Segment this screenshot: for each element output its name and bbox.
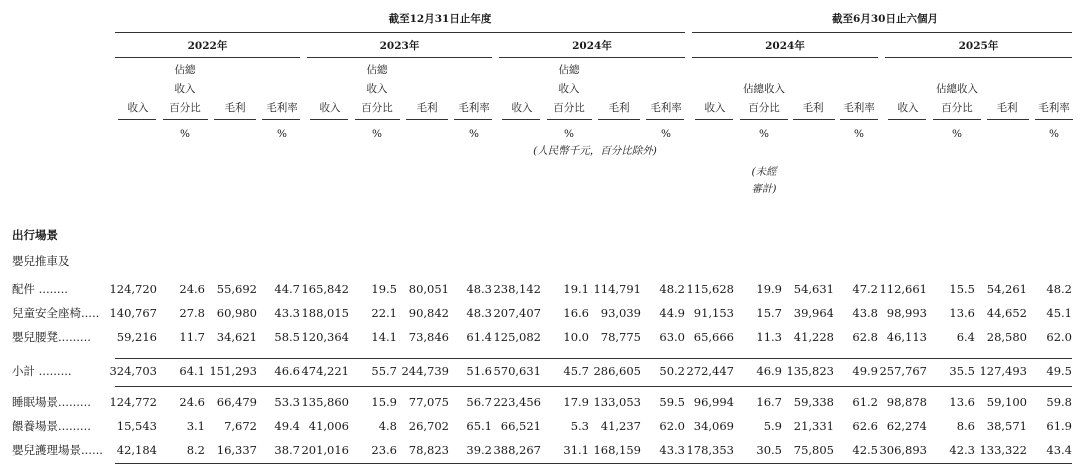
cell-accessories-2: 55,692: [216, 282, 257, 296]
cell-baby-hip-seat-1: 11.7: [179, 330, 205, 344]
col-revenue-2024i: 收入: [704, 102, 726, 114]
cell-subtotal-10: 286,605: [593, 364, 641, 378]
cell-child-safety-seat-11: 44.9: [659, 306, 685, 320]
cell-sleep-scene-10: 133,053: [593, 395, 641, 409]
cell-child-safety-seat-4: 188,015: [301, 306, 349, 320]
col-pct-gm-2024i: %: [854, 128, 864, 140]
row-label-child-safety-seat: 兒童安全座椅.....: [12, 306, 100, 320]
cell-feeding-scene-12: 34,069: [693, 419, 734, 433]
cell-subtotal-11: 50.2: [659, 364, 685, 378]
col-gm-2025i: 毛利率: [1038, 102, 1070, 114]
cell-sleep-scene-8: 223,456: [493, 395, 541, 409]
col-rule-2025i-gp: [987, 119, 1029, 120]
col-rule-2025i-gm: [1035, 119, 1073, 120]
cell-baby-hip-seat-18: 28,580: [986, 330, 1027, 344]
col-rule-2022-share: [163, 119, 208, 120]
cell-subtotal-8: 570,631: [493, 364, 541, 378]
cell-feeding-scene-15: 62.6: [852, 419, 878, 433]
col-pct-share-2025i: %: [952, 128, 962, 140]
col-revenue-2022: 收入: [127, 102, 149, 114]
unaudited-note-l2: 審計): [751, 183, 777, 195]
row-label-sleep-scene: 睡眠場景.........: [12, 395, 91, 409]
cell-baby-care-scene-5: 23.6: [371, 443, 397, 457]
cell-baby-care-scene-17: 42.3: [949, 443, 975, 457]
cell-subtotal-4: 474,221: [301, 364, 349, 378]
cell-sleep-scene-19: 59.8: [1046, 395, 1072, 409]
col-share-2024i-l1: 佔總收入: [743, 83, 785, 95]
cell-baby-hip-seat-8: 125,082: [493, 330, 541, 344]
year-rule-2025-interim: [885, 57, 1072, 58]
cell-accessories-17: 15.5: [949, 282, 975, 296]
cell-baby-care-scene-2: 16,337: [216, 443, 257, 457]
cell-baby-hip-seat-14: 41,228: [793, 330, 834, 344]
row-label-feeding-scene: 餵養場景.........: [12, 419, 91, 433]
cell-feeding-scene-5: 4.8: [378, 419, 397, 433]
cell-sleep-scene-12: 96,994: [693, 395, 734, 409]
col-gm-2024: 毛利率: [650, 102, 682, 114]
year-rule-2022: [115, 57, 300, 58]
cell-child-safety-seat-3: 43.3: [274, 306, 300, 320]
cell-accessories-18: 54,261: [986, 282, 1027, 296]
cell-feeding-scene-17: 8.6: [956, 419, 975, 433]
cell-subtotal-13: 46.9: [756, 364, 782, 378]
col-revenue-2024: 收入: [511, 102, 533, 114]
cell-accessories-11: 48.2: [659, 282, 685, 296]
cell-sleep-scene-14: 59,338: [793, 395, 834, 409]
cell-accessories-15: 47.2: [852, 282, 878, 296]
cell-baby-care-scene-13: 30.5: [756, 443, 782, 457]
interim-period-rule: [692, 32, 1072, 33]
cell-sleep-scene-2: 66,479: [216, 395, 257, 409]
col-pct-share-2022: %: [180, 128, 190, 140]
col-revenue-2023: 收入: [319, 102, 341, 114]
col-gm-2022: 毛利率: [266, 102, 298, 114]
cell-baby-hip-seat-0: 59,216: [116, 330, 157, 344]
cell-accessories-10: 114,791: [593, 282, 641, 296]
cell-child-safety-seat-18: 44,652: [986, 306, 1027, 320]
year-header-2023: 2023年: [379, 40, 420, 52]
cell-subtotal-3: 46.6: [274, 364, 300, 378]
cell-sleep-scene-1: 24.6: [179, 395, 205, 409]
col-rule-2022-gm: [262, 119, 300, 120]
cell-baby-care-scene-19: 43.4: [1046, 443, 1072, 457]
cell-baby-hip-seat-2: 34,621: [216, 330, 257, 344]
cell-feeding-scene-16: 62,274: [886, 419, 927, 433]
subtotal-rule-bottom: [115, 386, 1072, 387]
cell-feeding-scene-8: 66,521: [500, 419, 541, 433]
year-header-2025-interim: 2025年: [958, 40, 999, 52]
col-share-2022-l2: 收入: [174, 83, 196, 95]
cell-accessories-8: 238,142: [493, 282, 541, 296]
year-rule-2023: [307, 57, 492, 58]
col-rule-2025i-share: [933, 119, 981, 120]
cell-feeding-scene-6: 26,702: [408, 419, 449, 433]
row-label-stroller-line1: 嬰兒推車及: [12, 254, 70, 268]
cell-feeding-scene-10: 41,237: [600, 419, 641, 433]
col-rule-2024i-rev: [695, 119, 733, 120]
cell-baby-care-scene-0: 42,184: [116, 443, 157, 457]
col-share-2022-l1: 佔總: [174, 64, 196, 76]
col-share-2023-l3: 百分比: [361, 102, 393, 114]
cell-subtotal-5: 55.7: [371, 364, 397, 378]
col-gp-2023: 毛利: [416, 102, 438, 114]
cell-baby-care-scene-7: 39.2: [466, 443, 492, 457]
col-pct-gm-2025i: %: [1049, 128, 1059, 140]
cell-baby-care-scene-18: 133,322: [979, 443, 1027, 457]
cell-baby-care-scene-6: 78,823: [408, 443, 449, 457]
cell-baby-hip-seat-16: 46,113: [886, 330, 927, 344]
col-rule-2024i-gm: [840, 119, 878, 120]
cell-child-safety-seat-17: 13.6: [949, 306, 975, 320]
col-share-2023-l1: 佔總: [366, 64, 388, 76]
cell-accessories-0: 124,720: [109, 282, 157, 296]
section-title-travel: 出行場景: [12, 228, 58, 242]
unit-note: (人民幣千元，百分比除外): [533, 145, 657, 157]
col-pct-gm-2024: %: [661, 128, 671, 140]
year-rule-2024: [499, 57, 685, 58]
cell-child-safety-seat-1: 27.8: [179, 306, 205, 320]
cell-subtotal-6: 244,739: [401, 364, 449, 378]
col-share-2023-l2: 收入: [366, 83, 388, 95]
col-pct-gm-2022: %: [277, 128, 287, 140]
year-header-2024-interim: 2024年: [765, 40, 805, 52]
col-pct-share-2024i: %: [759, 128, 769, 140]
cell-sleep-scene-5: 15.9: [371, 395, 397, 409]
cell-child-safety-seat-8: 207,407: [493, 306, 541, 320]
cell-subtotal-15: 49.9: [852, 364, 878, 378]
cell-child-safety-seat-6: 90,842: [408, 306, 449, 320]
cell-baby-hip-seat-12: 65,666: [693, 330, 734, 344]
row-label-accessories: 配件 ........: [12, 282, 68, 296]
col-pct-gm-2023: %: [469, 128, 479, 140]
cell-sleep-scene-18: 59,100: [986, 395, 1027, 409]
cell-subtotal-9: 45.7: [563, 364, 589, 378]
cell-child-safety-seat-5: 22.1: [371, 306, 397, 320]
col-revenue-2025i: 收入: [897, 102, 919, 114]
col-rule-2025i-rev: [888, 119, 926, 120]
cell-accessories-14: 54,631: [793, 282, 834, 296]
cell-sleep-scene-13: 16.7: [756, 395, 782, 409]
cell-subtotal-18: 127,493: [979, 364, 1027, 378]
interim-period-header: 截至6月30日止六個月: [832, 13, 938, 25]
col-share-2024-l2: 收入: [558, 83, 580, 95]
cell-baby-hip-seat-15: 62.8: [852, 330, 878, 344]
cell-subtotal-16: 257,767: [879, 364, 927, 378]
col-share-2024-l1: 佔總: [558, 64, 580, 76]
cell-accessories-13: 19.9: [756, 282, 782, 296]
year-rule-2024-interim: [692, 57, 878, 58]
cell-child-safety-seat-16: 98,993: [886, 306, 927, 320]
cell-sleep-scene-15: 61.2: [852, 395, 878, 409]
cell-feeding-scene-19: 61.9: [1046, 419, 1072, 433]
row-label-baby-care-scene: 嬰兒護理場景......: [12, 443, 103, 457]
cell-subtotal-7: 51.6: [466, 364, 492, 378]
cell-sleep-scene-7: 56.7: [466, 395, 492, 409]
col-gp-2024: 毛利: [608, 102, 630, 114]
col-rule-2024-rev: [502, 119, 540, 120]
col-gp-2025i: 毛利: [996, 102, 1018, 114]
col-rule-2024i-share: [740, 119, 788, 120]
cell-baby-care-scene-4: 201,016: [301, 443, 349, 457]
cell-feeding-scene-3: 49.4: [274, 419, 300, 433]
cell-baby-care-scene-14: 75,805: [793, 443, 834, 457]
col-gm-2024i: 毛利率: [843, 102, 875, 114]
col-rule-2023-gp: [406, 119, 448, 120]
cell-sleep-scene-16: 98,878: [886, 395, 927, 409]
col-rule-2024-gm: [646, 119, 684, 120]
cell-feeding-scene-7: 65.1: [466, 419, 492, 433]
cell-baby-care-scene-15: 42.5: [852, 443, 878, 457]
cell-baby-hip-seat-5: 14.1: [371, 330, 397, 344]
annual-period-rule: [115, 32, 685, 33]
cell-accessories-3: 44.7: [274, 282, 300, 296]
cell-sleep-scene-17: 13.6: [949, 395, 975, 409]
cell-baby-hip-seat-19: 62.0: [1046, 330, 1072, 344]
year-header-2024: 2024年: [572, 40, 612, 52]
col-rule-2023-rev: [310, 119, 348, 120]
col-rule-2024-share: [547, 119, 592, 120]
col-share-2025i-l1: 佔總收入: [936, 83, 978, 95]
cell-sleep-scene-6: 77,075: [408, 395, 449, 409]
cell-feeding-scene-1: 3.1: [186, 419, 205, 433]
cell-child-safety-seat-7: 48.3: [466, 306, 492, 320]
col-rule-2024-gp: [598, 119, 640, 120]
annual-period-header: 截至12月31日止年度: [388, 13, 492, 25]
cell-baby-care-scene-12: 178,353: [686, 443, 734, 457]
unaudited-note-l1: (未經: [751, 166, 777, 178]
cell-child-safety-seat-12: 91,153: [693, 306, 734, 320]
row-label-baby-hip-seat: 嬰兒腰凳.........: [12, 330, 91, 344]
cell-accessories-12: 115,628: [686, 282, 734, 296]
cell-accessories-4: 165,842: [301, 282, 349, 296]
row-label-subtotal: 小計 .........: [12, 364, 72, 378]
cell-child-safety-seat-10: 93,039: [600, 306, 641, 320]
cell-baby-care-scene-8: 388,267: [493, 443, 541, 457]
col-gp-2022: 毛利: [224, 102, 246, 114]
cell-baby-hip-seat-10: 78,775: [600, 330, 641, 344]
cell-baby-hip-seat-17: 6.4: [956, 330, 975, 344]
cell-subtotal-19: 49.5: [1046, 364, 1072, 378]
cell-baby-care-scene-9: 31.1: [563, 443, 589, 457]
cell-accessories-19: 48.2: [1046, 282, 1072, 296]
cell-child-safety-seat-15: 43.8: [852, 306, 878, 320]
col-share-2024i-l2: 百分比: [748, 102, 780, 114]
cell-subtotal-1: 64.1: [179, 364, 205, 378]
col-rule-2023-gm: [454, 119, 492, 120]
cell-baby-care-scene-16: 306,893: [879, 443, 927, 457]
cell-accessories-5: 19.5: [371, 282, 397, 296]
cell-sleep-scene-9: 17.9: [563, 395, 589, 409]
cell-subtotal-14: 135,823: [786, 364, 834, 378]
cell-baby-hip-seat-3: 58.5: [274, 330, 300, 344]
cell-child-safety-seat-19: 45.1: [1046, 306, 1072, 320]
col-pct-share-2023: %: [372, 128, 382, 140]
cell-sleep-scene-11: 59.5: [659, 395, 685, 409]
col-rule-2023-share: [355, 119, 400, 120]
cell-sleep-scene-0: 124,772: [109, 395, 157, 409]
cell-accessories-7: 48.3: [466, 282, 492, 296]
cell-feeding-scene-11: 62.0: [659, 419, 685, 433]
cell-baby-hip-seat-11: 63.0: [659, 330, 685, 344]
cell-baby-care-scene-10: 168,159: [593, 443, 641, 457]
cell-subtotal-12: 272,447: [686, 364, 734, 378]
cell-child-safety-seat-9: 16.6: [563, 306, 589, 320]
cell-sleep-scene-3: 53.3: [274, 395, 300, 409]
year-header-2022: 2022年: [187, 40, 228, 52]
cell-baby-hip-seat-6: 73,846: [408, 330, 449, 344]
col-rule-2024i-gp: [793, 119, 835, 120]
col-share-2022-l3: 百分比: [169, 102, 201, 114]
col-rule-2022-rev: [118, 119, 156, 120]
cell-child-safety-seat-2: 60,980: [216, 306, 257, 320]
cell-baby-hip-seat-7: 61.4: [466, 330, 492, 344]
cell-baby-hip-seat-9: 10.0: [563, 330, 589, 344]
cell-feeding-scene-0: 15,543: [116, 419, 157, 433]
cell-sleep-scene-4: 135,860: [301, 395, 349, 409]
cell-child-safety-seat-0: 140,767: [109, 306, 157, 320]
col-rule-2022-gp: [214, 119, 256, 120]
cell-baby-hip-seat-4: 120,364: [301, 330, 349, 344]
cell-baby-care-scene-3: 38.7: [274, 443, 300, 457]
cell-accessories-9: 19.1: [563, 282, 589, 296]
col-gp-2024i: 毛利: [802, 102, 824, 114]
cell-baby-hip-seat-13: 11.3: [756, 330, 782, 344]
col-share-2025i-l2: 百分比: [941, 102, 973, 114]
cell-accessories-6: 80,051: [408, 282, 449, 296]
cell-accessories-16: 112,661: [879, 282, 927, 296]
subtotal-rule-top: [115, 358, 1072, 359]
cell-accessories-1: 24.6: [179, 282, 205, 296]
cell-baby-care-scene-1: 8.2: [186, 443, 205, 457]
cell-feeding-scene-14: 21,331: [793, 419, 834, 433]
cell-feeding-scene-9: 5.3: [570, 419, 589, 433]
cell-feeding-scene-4: 41,006: [308, 419, 349, 433]
cell-subtotal-0: 324,703: [109, 364, 157, 378]
cell-subtotal-2: 151,293: [209, 364, 257, 378]
cell-child-safety-seat-14: 39,964: [793, 306, 834, 320]
cell-feeding-scene-13: 5.9: [763, 419, 782, 433]
table-bottom-rule: [115, 463, 1072, 464]
cell-baby-care-scene-11: 43.3: [659, 443, 685, 457]
cell-feeding-scene-18: 38,571: [986, 419, 1027, 433]
cell-subtotal-17: 35.5: [949, 364, 975, 378]
col-pct-share-2024: %: [564, 128, 574, 140]
col-share-2024-l3: 百分比: [553, 102, 585, 114]
cell-feeding-scene-2: 7,672: [224, 419, 257, 433]
cell-child-safety-seat-13: 15.7: [756, 306, 782, 320]
col-gm-2023: 毛利率: [458, 102, 490, 114]
